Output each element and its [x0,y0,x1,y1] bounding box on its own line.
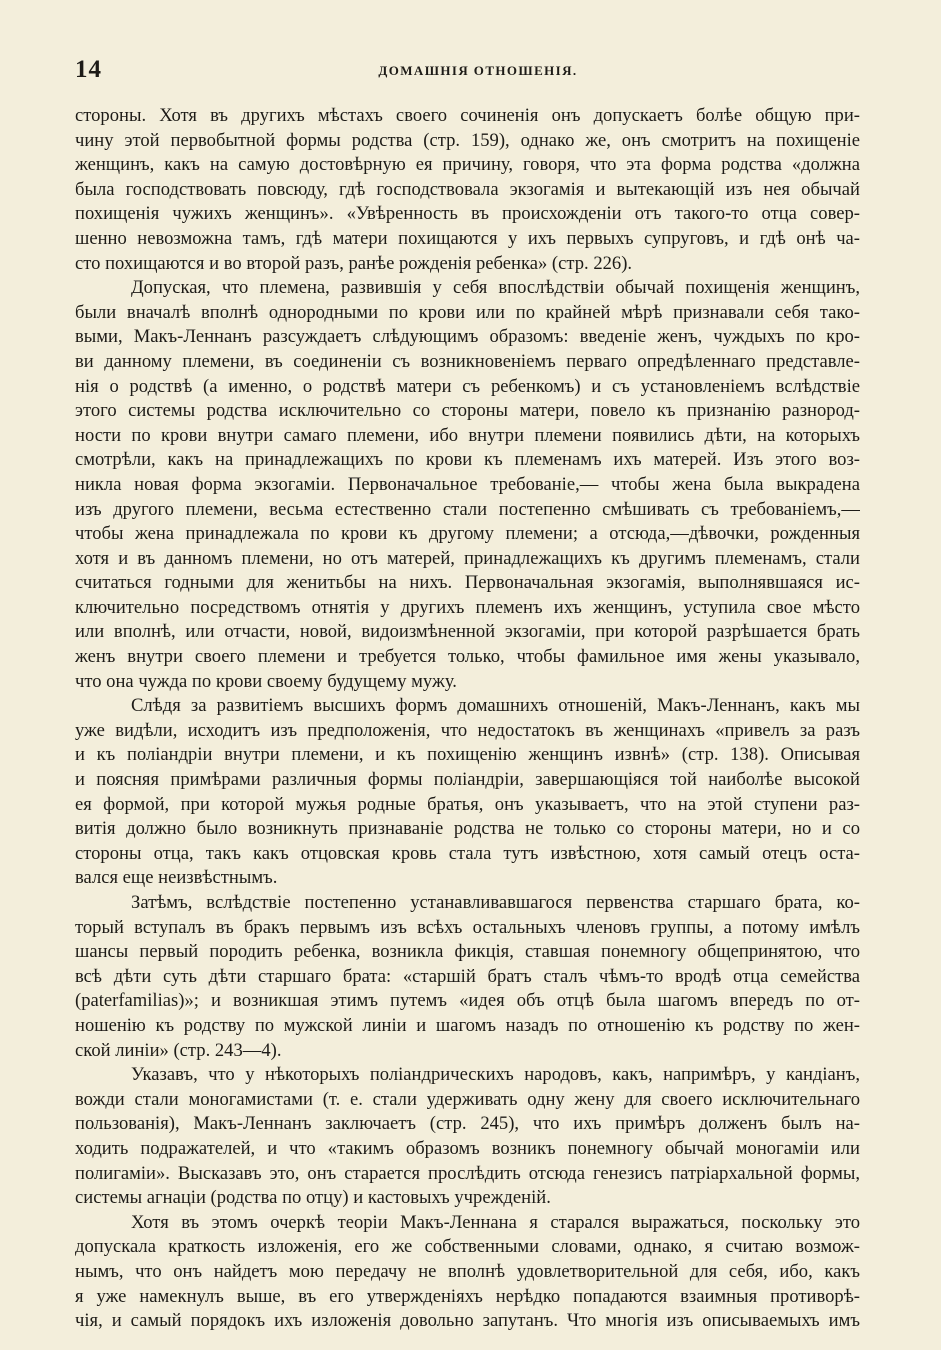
text-line: похищенія чужихъ женщинъ». «Увѣренность въ происхожденіи отъ такого-то отца совер- [75,203,860,225]
text-line: чину этой первобытной формы родства (стр. 159), однако же, онъ смотритъ на похищеніе [75,129,860,151]
text-line: никла новая форма экзогаміи. Первоначальное требованіе,— чтобы жена была выкрадена [75,473,860,495]
text-line: вался еще неизвѣстнымъ. [75,867,278,889]
text-line: системы агнаціи (родства по отцу) и кастовыхъ учрежденій. [75,1187,551,1209]
text-line: ходить подражателей, и что «такимъ образомъ возникъ понемногу обычай моногаміи или [75,1137,860,1159]
text-line: допускала краткость изложенія, его же собственными словами, однако, я считаю возмож- [75,1236,860,1258]
text-line: пользованія), Макъ-Леннанъ заключаетъ (стр. 245), что ихъ примѣръ долженъ былъ на- [75,1113,860,1135]
text-line: были вначалѣ вполнѣ однородными по крови или по крайней мѣрѣ признавали себя тако- [75,301,860,323]
text-line: ношенію къ родству по мужской линіи и шагомъ назадъ по отношенію къ родству по жен- [75,1014,860,1036]
text-line: нія о родствѣ (а именно, о родствѣ матери съ ребенкомъ) и съ установленіемъ вслѣдствіе [75,375,860,397]
text-line: (paterfamilias)»; и возникшая этимъ путемъ «идея объ отцѣ была шагомъ впередъ по от- [75,990,860,1012]
text-line: Указавъ, что у нѣкоторыхъ поліандрическихъ народовъ, какъ, напримѣръ, у кандіанъ, [131,1064,860,1086]
text-line: вожди стали моногамистами (т. е. стали удерживать одну жену для своего исключительнаго [75,1088,860,1110]
text-line: ключительно посредствомъ отнятія у другихъ племенъ ихъ женщинъ, уступила свое мѣсто [75,596,860,618]
text-line: ви данному племени, въ соединеніи съ возникновеніемъ перваго опредѣленнаго представле- [75,350,860,372]
text-line: уже видѣли, исходитъ изъ предположенія, что недостатокъ въ женщинахъ «привелъ за разъ [75,719,860,741]
text-line: нымъ, что онъ найдетъ мою передачу не вполнѣ удовлетворительной для себя, ибо, какъ [75,1260,860,1282]
text-line: и поясняя примѣрами различныя формы поліандріи, завершающіяся той наиболѣе высокой [75,769,860,791]
text-line: чтобы жена принадлежала по крови къ другому племени; а отсюда,—дѣвочки, рожденныя [75,523,860,545]
text-line: или вполнѣ, или отчасти, новой, видоизмѣненной экзогаміи, при которой разрѣшается брать [75,621,860,643]
text-line: Затѣмъ, вслѣдствіе постепенно устанавливавшагося первенства старшаго брата, ко- [131,892,860,913]
text-line: была господствовать повсюду, гдѣ господствовала экзогамія и вытекающій изъ нея обычай [75,178,860,200]
text-line: женъ внутри своего племени и требуется только, чтобы фамильное имя жены указывало, [75,646,860,668]
text-line: полигаміи». Высказавъ это, онъ старается прослѣдить отсюда генезисъ патріархальной формы, [75,1162,860,1184]
text-line: считаться годными для женитьбы на нихъ. Первоначальная экзогамія, выполнявшаяся ис- [75,572,860,594]
text-line: и къ поліандріи внутри племени, и къ похищенію женщинъ извнѣ» (стр. 138). Описывая [75,744,860,766]
page-number: 14 [75,56,102,83]
text-line: я уже намекнулъ выше, въ его утвержденіяхъ нерѣдко попадаются взаимныя противорѣ- [75,1285,860,1307]
text-line: сто похищаются и во второй разъ, ранѣе рожденія ребенка» (стр. 226). [75,252,633,274]
text-line: всѣ дѣти суть дѣти старшаго брата: «старшій братъ сталъ чѣмъ-то вродѣ отца семейства [75,965,860,987]
text-line: шенно невозможна тамъ, гдѣ матери похищаются у ихъ первыхъ супруговъ, и гдѣ онѣ ча- [75,227,860,249]
text-line: чія, и самый порядокъ ихъ изложенія довольно запутанъ. Что многія изъ описываемыхъ имъ [75,1310,860,1332]
text-line: выми, Макъ-Леннанъ разсуждаетъ слѣдующимъ образомъ: введеніе женъ, чуждыхъ по кро- [75,326,860,348]
text-line: торый вступалъ въ бракъ первымъ изъ всѣхъ остальныхъ членовъ группы, а потому имѣлъ [75,916,860,938]
text-line: витія должно было возникнуть признаваніе родства не только со стороны матери, но и со [75,818,860,840]
text-line: Хотя въ этомъ очеркѣ теоріи Макъ-Леннана я старался выражаться, поскольку это [131,1211,860,1233]
text-line: смотрѣли, какъ на принадлежащихъ по крови къ племенамъ ихъ матерей. Изъ этого воз- [75,449,860,471]
text-line: Допуская, что племена, развившія у себя впослѣдствіи обычай похищенія женщинъ, [131,277,860,299]
text-line: шансы первый породить ребенка, возникла фикція, ставшая понемногу общепринятою, что [75,941,860,963]
text-line: ея формой, при которой мужья родные братья, онъ указываетъ, что на этой ступени раз- [75,793,860,815]
text-line: этого системы родства исключительно со стороны матери, повело къ признанію разнород- [75,400,860,422]
text-line: что она чужда по крови своему будущему мужу. [75,670,457,692]
body-text [75,104,860,1334]
text-line: Слѣдя за развитіемъ высшихъ формъ домашнихъ отношеній, Макъ-Леннанъ, какъ мы [131,695,860,717]
text-line: женщинъ, какъ на самую достовѣрную ея причину, говоря, что эта форма родства «должна [75,154,860,176]
text-line: стороны отца, такъ какъ отцовская кровь стала тутъ извѣстною, хотя самый отецъ оста- [75,842,860,864]
text-line: ской линіи» (стр. 243—4). [75,1039,282,1061]
running-head: ДОМАШНІЯ ОТНОШЕНІЯ. [378,63,578,78]
page-header [75,56,881,86]
text-line: хотя и въ данномъ племени, но отъ матерей, принадлежащихъ къ другимъ племенамъ, стали [75,547,860,569]
text-line: ности по крови внутри самаго племени, ибо внутри племени появились дѣти, на которыхъ [75,424,860,446]
text-line: стороны. Хотя въ другихъ мѣстахъ своего сочиненія онъ допускаетъ болѣе общую при- [75,105,860,126]
text-line: изъ другого племени, весьма естественно стали постепенно смѣшивать съ требованіемъ,— [75,498,860,520]
